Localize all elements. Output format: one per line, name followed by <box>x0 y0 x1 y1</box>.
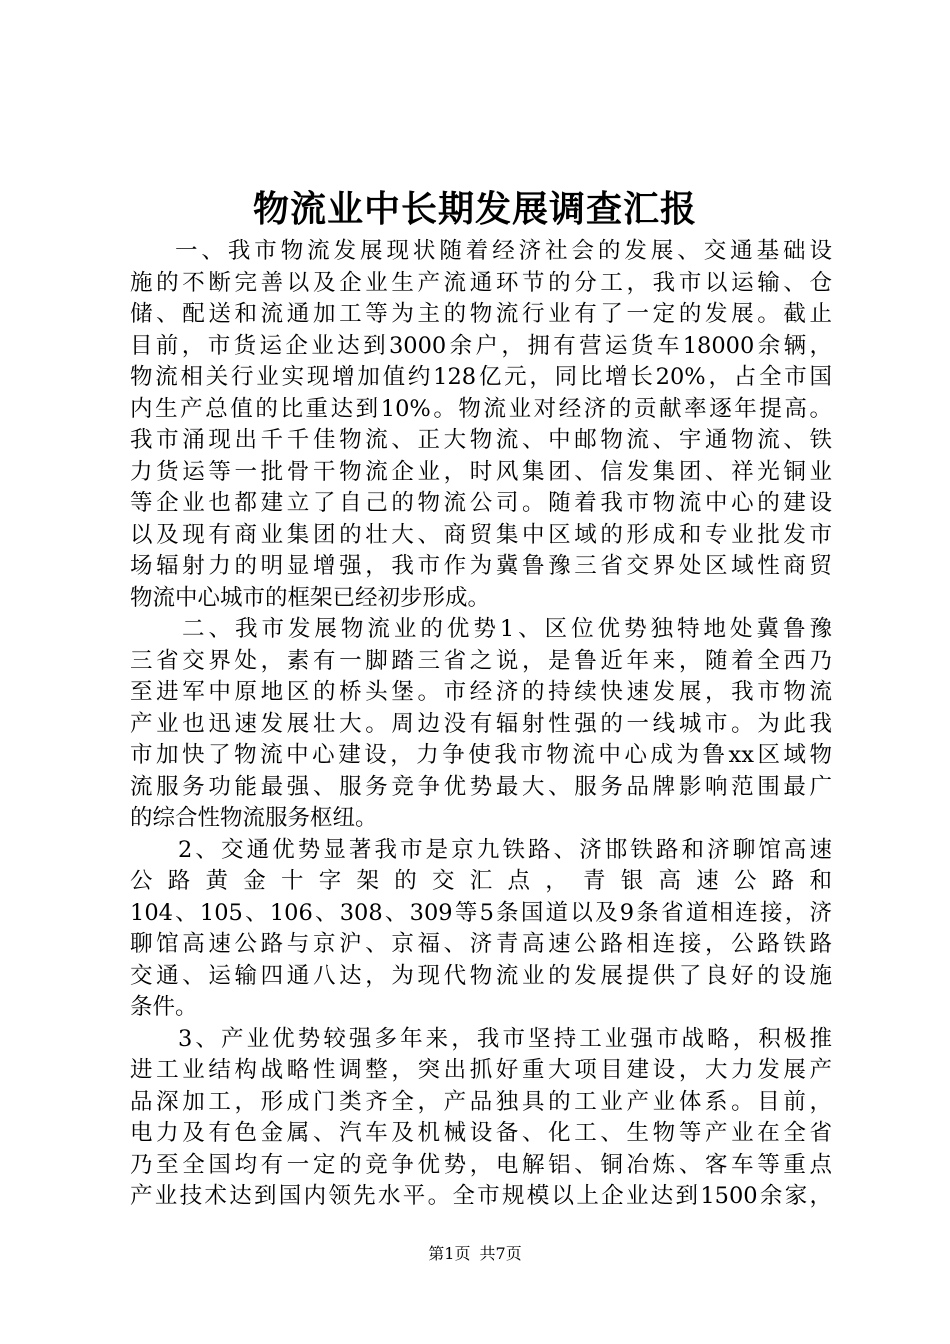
body-line: 条件。 <box>130 994 198 1020</box>
body-line: 场辐射力的明显增强，我市作为冀鲁豫三省交界处区域性商贸 <box>130 553 832 579</box>
body-line: 聊馆高速公路与京沪、京福、济青高速公路相连接，公路铁路 <box>130 931 832 957</box>
body-line: 公路黄金十字架的交汇点，青银高速公路和 <box>130 868 832 894</box>
body-line: 流服务功能最强、服务竞争优势最大、服务品牌影响范围最广 <box>130 773 832 800</box>
body-line: 品深加工，形成门类齐全，产品独具的工业产业体系。目前， <box>130 1088 832 1115</box>
document-body <box>130 236 832 1213</box>
body-line: 三省交界处，素有一脚踏三省之说，是鲁近年来，随着全西乃 <box>130 647 832 674</box>
body-line: 一、我市物流发展现状随着经济社会的发展、交通基础设 <box>175 238 832 264</box>
page-footer <box>0 1243 950 1265</box>
body-line: 施的不断完善以及企业生产流通环节的分工，我市以运输、仓 <box>130 269 832 296</box>
body-line: 物流中心城市的框架已经初步形成。 <box>130 584 491 611</box>
page-total: 共7页 <box>479 1244 522 1263</box>
page-number: 第1页 <box>428 1244 471 1263</box>
body-line: 产业也迅速发展壮大。周边没有辐射性强的一线城市。为此我 <box>130 710 832 737</box>
body-line: 物流相关行业实现增加值约128亿元，同比增长20%，占全市国 <box>130 364 832 390</box>
body-line: 3、产业优势较强多年来，我市坚持工业强市战略，积极推 <box>178 1025 832 1052</box>
body-line: 至进军中原地区的桥头堡。市经济的持续快速发展，我市物流 <box>130 679 832 705</box>
body-line: 产业技术达到国内领先水平。全市规模以上企业达到1500余家， <box>130 1183 832 1209</box>
document-title: 物流业中长期发展调查汇报 <box>252 188 697 230</box>
body-line: 储、配送和流通加工等为主的物流行业有了一定的发展。截止 <box>130 301 832 327</box>
body-line: 市加快了物流中心建设，力争使我市物流中心成为鲁xx区域物 <box>130 742 832 768</box>
body-line: 以及现有商业集团的壮大、商贸集中区域的形成和专业批发市 <box>130 521 832 548</box>
body-line: 目前，市货运企业达到3000余户，拥有营运货车18000余辆， <box>130 332 832 359</box>
body-line: 我市涌现出千千佳物流、正大物流、中邮物流、宇通物流、铁 <box>130 427 832 453</box>
body-line: 乃至全国均有一定的竞争优势，电解铝、铜冶炼、客车等重点 <box>130 1151 832 1178</box>
body-line: 电力及有色金属、汽车及机械设备、化工、生物等产业在全省 <box>130 1120 832 1146</box>
body-line: 等企业也都建立了自己的物流公司。随着我市物流中心的建设 <box>130 490 832 516</box>
body-line: 进工业结构战略性调整，突出抓好重大项目建设，大力发展产 <box>130 1057 832 1083</box>
body-line: 的综合性物流服务枢纽。 <box>130 805 378 831</box>
body-line: 内生产总值的比重达到10%。物流业对经济的贡献率逐年提高。 <box>130 395 832 422</box>
body-line: 二、我市发展物流业的优势1、区位优势独特地处冀鲁豫 <box>182 616 832 642</box>
body-line: 交通、运输四通八达，为现代物流业的发展提供了良好的设施 <box>130 962 832 989</box>
body-line: 力货运等一批骨干物流企业，时风集团、信发集团、祥光铜业 <box>130 458 832 485</box>
body-line: 104、105、106、308、309等5条国道以及9条省道相连接，济 <box>130 899 832 926</box>
body-line: 2、交通优势显著我市是京九铁路、济邯铁路和济聊馆高速 <box>178 836 832 863</box>
